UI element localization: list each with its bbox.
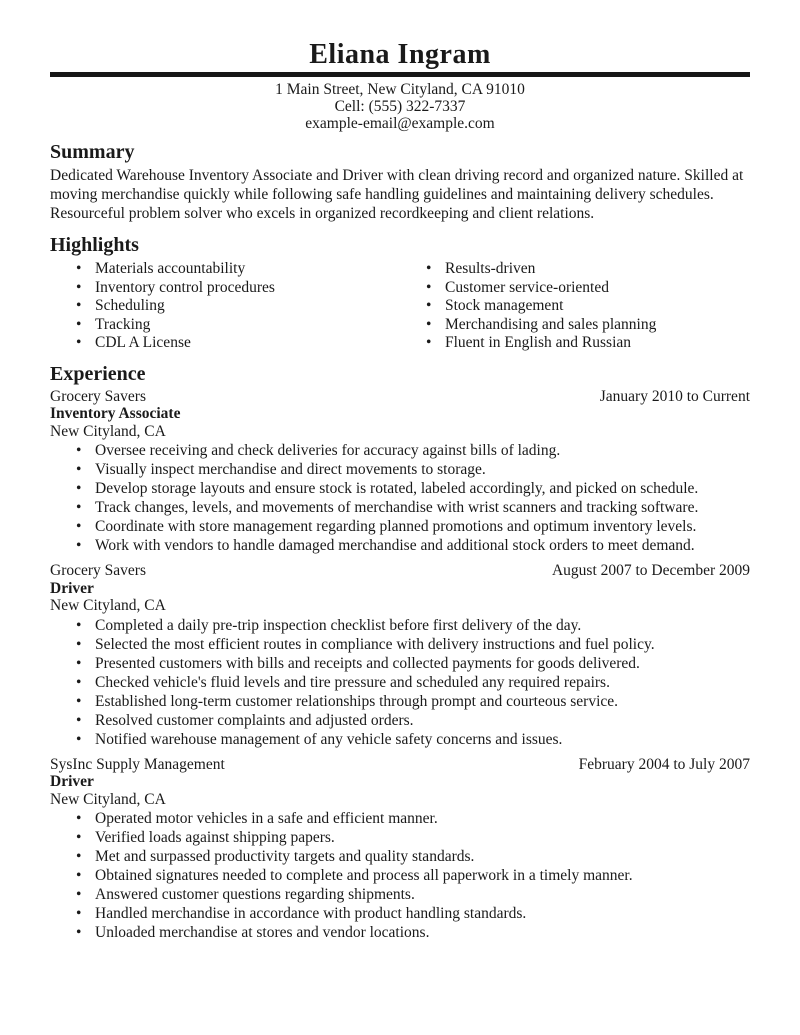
job-company: Grocery Savers	[50, 562, 146, 579]
job-bullet: • Handled merchandise in accordance with product handling standards.	[50, 904, 750, 923]
job-location: New Cityland, CA	[50, 422, 166, 440]
job-dates: February 2004 to July 2007	[578, 755, 750, 773]
job-bullet-list	[50, 441, 750, 555]
job-bullet: • Resolved customer complaints and adjusted orders.	[50, 711, 750, 730]
contact-address: 1 Main Street, New Cityland, CA 91010	[275, 81, 525, 98]
job-bullet: • Obtained signatures needed to complete and process all paperwork in a timely manner.	[50, 866, 750, 885]
contact-block	[50, 81, 750, 132]
highlight-item: • Inventory control procedures	[50, 279, 400, 298]
highlight-item: • Scheduling	[50, 297, 400, 316]
job-title: Driver	[50, 773, 94, 790]
job-title: Driver	[50, 579, 94, 597]
job-bullet: • Selected the most efficient routes in compliance with delivery instructions and fuel policy.	[50, 635, 750, 654]
highlights-right-column	[400, 260, 750, 353]
job-bullet: • Develop storage layouts and ensure stock is rotated, labeled accordingly, and picked on schedule.	[50, 479, 750, 498]
job-entry	[50, 388, 750, 556]
highlights-section	[50, 234, 750, 353]
highlight-item: • CDL A License	[50, 334, 400, 353]
job-location: New Cityland, CA	[50, 597, 166, 614]
highlight-item: • Results-driven	[400, 260, 750, 279]
job-bullet: • Track changes, levels, and movements of merchandise with wrist scanners and tracking software.	[50, 498, 750, 517]
job-dates: January 2010 to Current	[599, 387, 750, 405]
job-bullet: • Unloaded merchandise at stores and vendor locations.	[50, 923, 750, 942]
job-company: SysInc Supply Management	[50, 755, 225, 773]
job-bullet: • Work with vendors to handle damaged merchandise and additional stock orders to meet demand.	[50, 536, 750, 555]
job-bullet: • Visually inspect merchandise and direct movements to storage.	[50, 460, 750, 479]
summary-heading: Summary	[50, 141, 135, 163]
highlight-item: • Materials accountability	[50, 260, 400, 279]
highlight-item: • Fluent in English and Russian	[400, 334, 750, 353]
job-entry	[50, 562, 750, 749]
summary-section	[50, 141, 750, 223]
job-bullet: • Presented customers with bills and receipts and collected payments for goods delivered.	[50, 654, 750, 673]
job-bullet-list	[50, 616, 750, 749]
job-bullet: • Met and surpassed productivity targets and quality standards.	[50, 847, 750, 866]
job-header	[50, 756, 750, 774]
highlight-item: • Customer service-oriented	[400, 279, 750, 298]
job-company: Grocery Savers	[50, 387, 146, 405]
highlight-item: • Merchandising and sales planning	[400, 316, 750, 335]
job-dates: August 2007 to December 2009	[551, 562, 750, 579]
job-bullet: • Checked vehicle's fluid levels and tire pressure and scheduled any required repairs.	[50, 673, 750, 692]
job-bullet: • Verified loads against shipping papers.	[50, 828, 750, 847]
job-bullet: • Established long-term customer relationships through prompt and courteous service.	[50, 692, 750, 711]
job-bullet: • Notified warehouse management of any vehicle safety concerns and issues.	[50, 730, 750, 749]
job-location: New Cityland, CA	[50, 790, 166, 808]
contact-email: example-email@example.com	[305, 115, 495, 132]
highlight-item: • Tracking	[50, 316, 400, 335]
job-header	[50, 388, 750, 406]
job-bullet: • Coordinate with store management regarding planned promotions and optimum inventory levels.	[50, 517, 750, 536]
job-bullet: • Operated motor vehicles in a safe and efficient manner.	[50, 809, 750, 828]
experience-section	[50, 363, 750, 943]
header-divider	[50, 72, 750, 77]
highlights-heading: Highlights	[50, 234, 139, 256]
job-bullet: • Oversee receiving and check deliveries for accuracy against bills of lading.	[50, 441, 750, 460]
highlights-left-column	[50, 260, 400, 353]
job-title: Inventory Associate	[50, 405, 181, 422]
job-bullet: • Answered customer questions regarding shipments.	[50, 885, 750, 904]
job-bullet-list	[50, 809, 750, 942]
job-entry	[50, 756, 750, 943]
job-header	[50, 562, 750, 580]
job-bullet: • Completed a daily pre-trip inspection checklist before first delivery of the day.	[50, 616, 750, 635]
candidate-name: Eliana Ingram	[309, 39, 491, 70]
contact-phone: Cell: (555) 322-7337	[334, 98, 466, 115]
experience-heading: Experience	[50, 362, 146, 385]
highlights-columns	[50, 260, 750, 353]
summary-text: Dedicated Warehouse Inventory Associate and Driver with clean driving record and organized nature. Skilled at moving merchandise quickly while following safe handling guidelines and maintaining delivery schedules. Resourceful problem solver who excels in organized recordkeeping and client relations.	[50, 167, 744, 222]
highlight-item: • Stock management	[400, 297, 750, 316]
